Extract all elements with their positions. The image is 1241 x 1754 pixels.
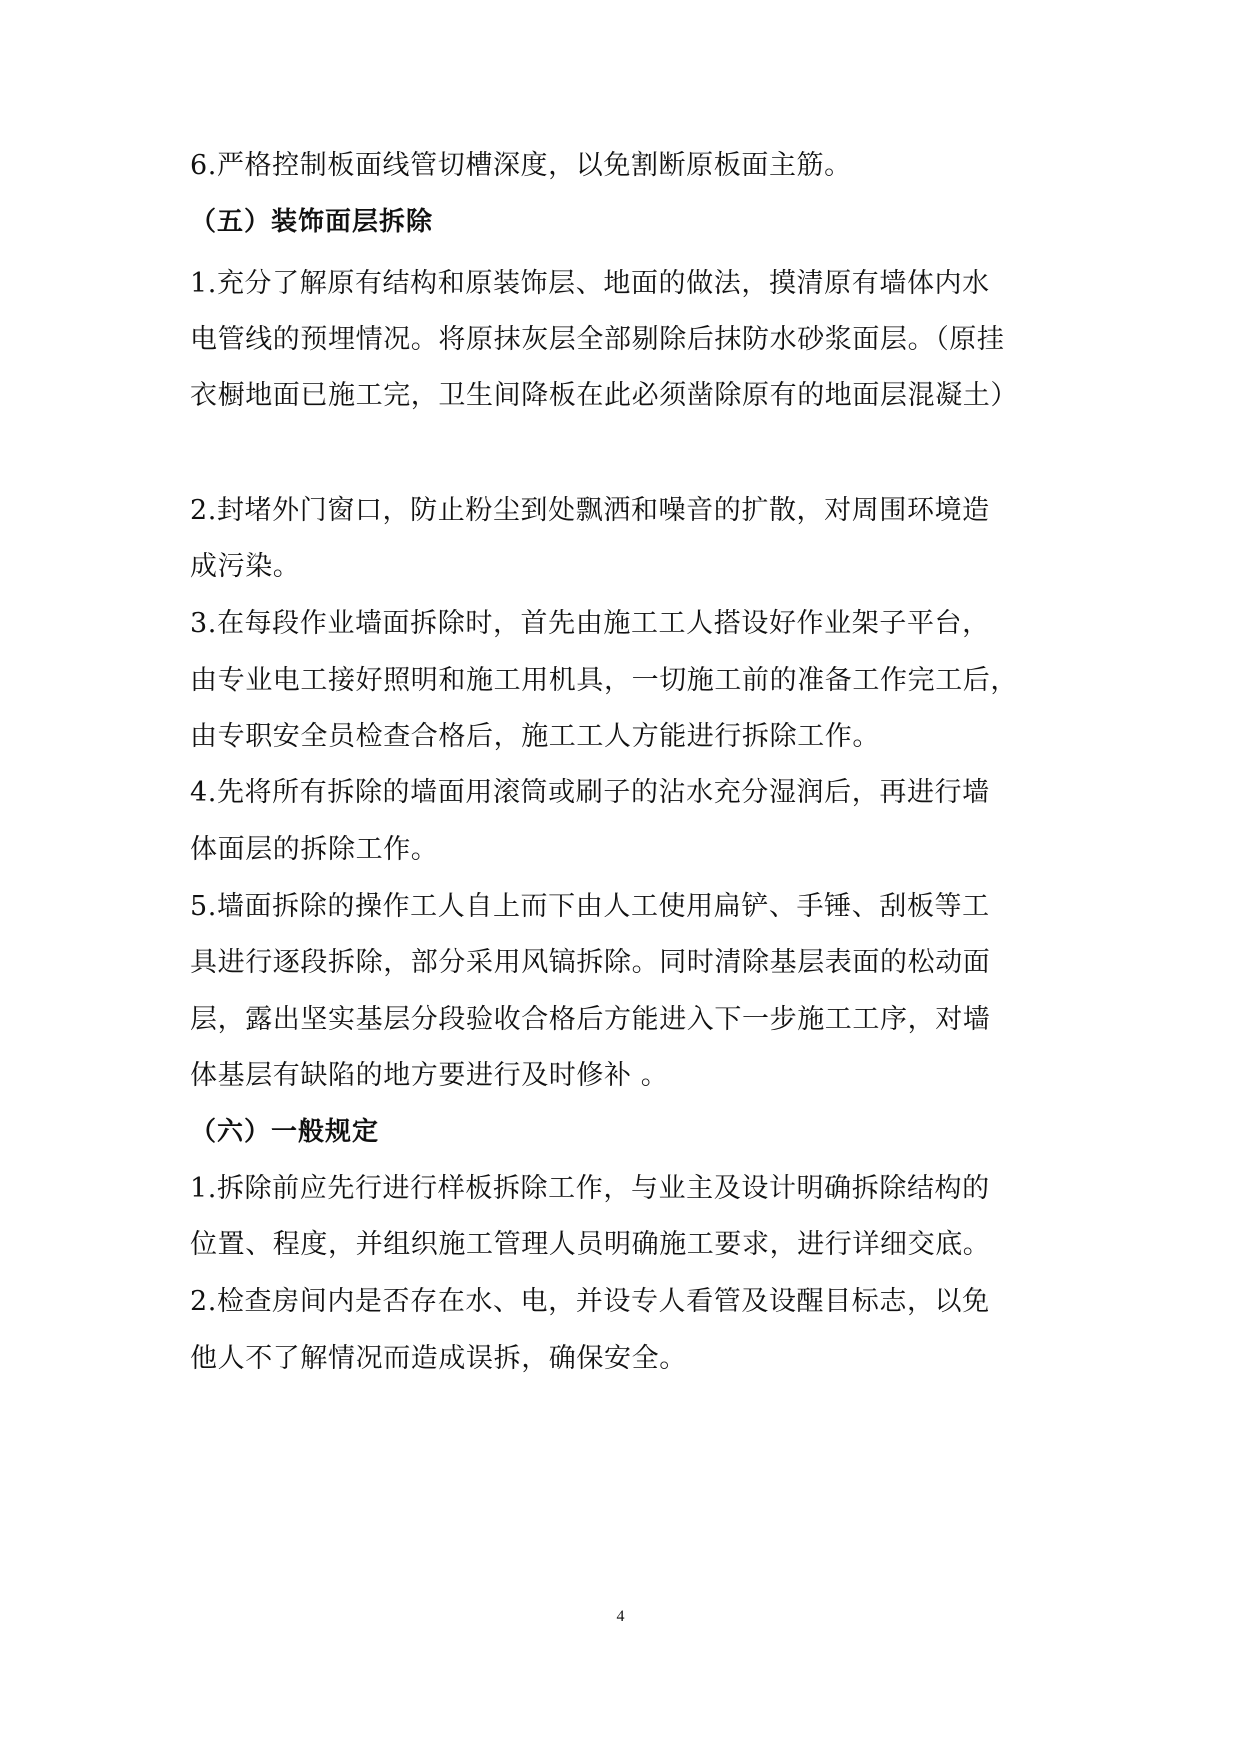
paragraph-line: 衣橱地面已施工完，卫生间降板在此必须凿除原有的地面层混凝土） <box>190 380 1018 411</box>
paragraph-line: 体面层的拆除工作。 <box>190 834 439 865</box>
paragraph-line: 2.检查房间内是否存在水、电，并设专人看管及设醒目标志，以免 <box>190 1286 990 1317</box>
paragraph-line: 由专业电工接好照明和施工用机具，一切施工前的准备工作完工后， <box>190 665 1018 696</box>
paragraph-line: 电管线的预埋情况。将原抹灰层全部剔除后抹防水砂浆面层。（原挂 <box>190 324 1005 355</box>
section-heading: （六）一般规定 <box>190 1117 380 1147</box>
paragraph-line: 位置、程度，并组织施工管理人员明确施工要求，进行详细交底。 <box>190 1229 991 1260</box>
paragraph-line: 6.严格控制板面线管切槽深度，以免割断原板面主筋。 <box>190 150 852 181</box>
paragraph-line: 2.封堵外门窗口，防止粉尘到处飘洒和噪音的扩散，对周围环境造 <box>190 495 990 526</box>
paragraph-line: 层，露出坚实基层分段验收合格后方能进入下一步施工工序，对墙 <box>190 1004 991 1035</box>
paragraph-line: 体基层有缺陷的地方要进行及时修补 。 <box>190 1060 669 1091</box>
paragraph-line: 具进行逐段拆除，部分采用风镐拆除。同时清除基层表面的松动面 <box>190 947 991 978</box>
paragraph-line: 成污染。 <box>190 551 301 582</box>
page-number: 4 <box>616 1608 625 1625</box>
paragraph-line: 1.充分了解原有结构和原装饰层、地面的做法，摸清原有墙体内水 <box>190 268 990 299</box>
paragraph-line: 由专职安全员检查合格后，施工工人方能进行拆除工作。 <box>190 721 880 752</box>
paragraph-line: 5.墙面拆除的操作工人自上而下由人工使用扁铲、手锤、刮板等工 <box>190 891 990 922</box>
paragraph-line: 他人不了解情况而造成误拆，确保安全。 <box>190 1343 687 1374</box>
paragraph-line: 1.拆除前应先行进行样板拆除工作，与业主及设计明确拆除结构的 <box>190 1173 990 1204</box>
section-heading: （五）装饰面层拆除 <box>190 207 434 237</box>
paragraph-line: 3.在每段作业墙面拆除时，首先由施工工人搭设好作业架子平台， <box>190 608 990 639</box>
paragraph-line: 4.先将所有拆除的墙面用滚筒或刷子的沾水充分湿润后，再进行墙 <box>190 777 990 808</box>
